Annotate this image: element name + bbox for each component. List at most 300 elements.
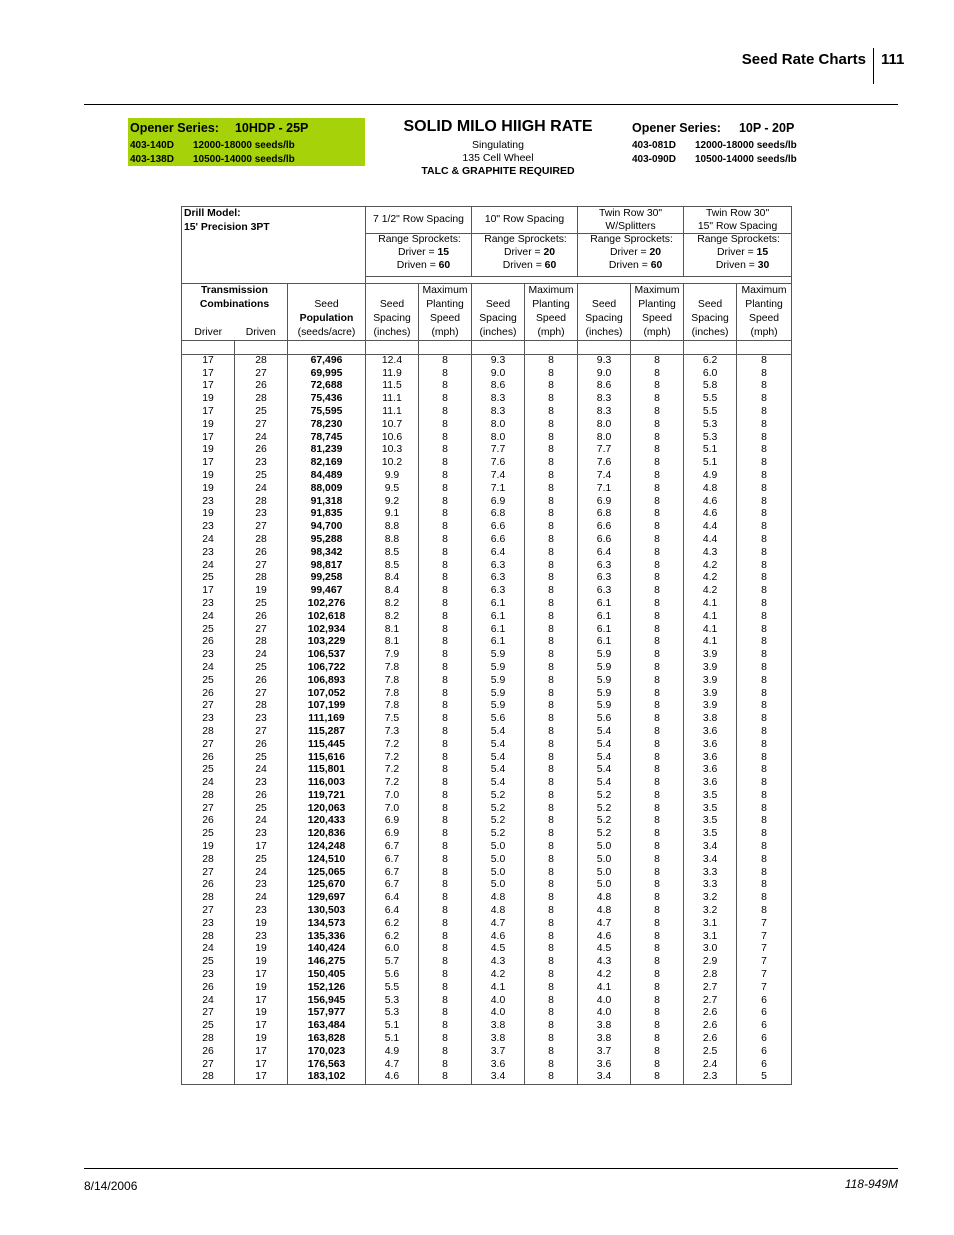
speed-10-cell: 8	[525, 892, 578, 905]
hdr-line: Planting	[532, 299, 570, 310]
speed-10-cell: 8	[525, 777, 578, 790]
spacing-twin-splitters-cell: 3.7	[578, 1046, 631, 1059]
seed-population-cell: 129,697	[288, 892, 366, 905]
speed-twin-splitters-cell: 8	[631, 892, 684, 905]
spacing-7-5-cell: 6.2	[366, 931, 419, 944]
driver-line	[686, 247, 791, 260]
speed-10-cell: 8	[525, 918, 578, 931]
speed-10-cell: 8	[525, 649, 578, 662]
driven-cell: 24	[235, 815, 288, 828]
speed-twin-15-cell: 8	[737, 393, 792, 406]
seed-population-cell: 120,836	[288, 828, 366, 841]
driver-cell: 24	[182, 995, 235, 1008]
seed-population-cell: 119,721	[288, 790, 366, 803]
seed-population-cell: 115,801	[288, 764, 366, 777]
spacing-10-cell: 3.6	[472, 1059, 525, 1072]
hdr-line: (inches)	[691, 327, 729, 338]
speed-twin-splitters-cell: 8	[631, 585, 684, 598]
spacing-twin-15-cell: 3.8	[684, 713, 737, 726]
speed-10-cell: 8	[525, 854, 578, 867]
table-row	[182, 752, 792, 765]
driven-cell: 25	[235, 854, 288, 867]
part-number: 403-081D	[632, 140, 676, 151]
spacing-10-cell: 6.8	[472, 508, 525, 521]
driver-cell: 28	[182, 790, 235, 803]
seed-spacing-header	[684, 284, 737, 341]
speed-7-5-cell: 8	[419, 1071, 472, 1084]
driver-cell: 23	[182, 649, 235, 662]
seed-population-cell: 99,467	[288, 585, 366, 598]
seed-rate-table	[181, 206, 792, 1085]
table-row	[182, 905, 792, 918]
driven-cell: 17	[235, 1071, 288, 1084]
hdr-line: Population	[299, 313, 354, 324]
speed-twin-splitters-cell: 8	[631, 1033, 684, 1046]
spacing-twin-splitters-cell: 5.4	[578, 764, 631, 777]
speed-10-cell: 8	[525, 995, 578, 1008]
footer-date: 8/14/2006	[84, 1179, 138, 1193]
driven-cell: 27	[235, 560, 288, 573]
spacing-twin-splitters-cell: 4.3	[578, 956, 631, 969]
speed-10-cell: 8	[525, 790, 578, 803]
speed-twin-15-cell: 8	[737, 700, 792, 713]
driven-cell: 27	[235, 368, 288, 381]
speed-10-cell: 8	[525, 662, 578, 675]
driver-cell: 28	[182, 726, 235, 739]
driven-cell: 27	[235, 521, 288, 534]
spacing-twin-splitters-cell: 5.4	[578, 777, 631, 790]
table-row	[182, 764, 792, 777]
spacing-10-cell: 9.3	[472, 354, 525, 367]
spacing-10-cell: 8.0	[472, 419, 525, 432]
spacing-7-5-cell: 8.8	[366, 534, 419, 547]
driven-cell: 28	[235, 393, 288, 406]
spacing-twin-15-cell: 2.6	[684, 1020, 737, 1033]
driven-cell: 25	[235, 752, 288, 765]
table-row	[182, 496, 792, 509]
spacing-twin-15-cell: 3.9	[684, 662, 737, 675]
driven-cell: 26	[235, 547, 288, 560]
speed-twin-splitters-cell: 8	[631, 688, 684, 701]
spacing-twin-splitters-cell: 3.6	[578, 1059, 631, 1072]
opener-left-title	[130, 121, 308, 135]
spacing-twin-splitters-cell: 5.2	[578, 815, 631, 828]
speed-7-5-cell: 8	[419, 790, 472, 803]
speed-twin-15-cell: 8	[737, 752, 792, 765]
table-row	[182, 598, 792, 611]
spacing-twin-splitters-cell: 5.2	[578, 790, 631, 803]
table-row	[182, 982, 792, 995]
speed-twin-splitters-cell: 8	[631, 790, 684, 803]
spacing-10-cell: 4.2	[472, 969, 525, 982]
driver-cell: 26	[182, 1046, 235, 1059]
driver-cell: 17	[182, 406, 235, 419]
driver-cell: 23	[182, 969, 235, 982]
transmission-header	[182, 284, 288, 341]
speed-10-cell: 8	[525, 572, 578, 585]
speed-7-5-cell: 8	[419, 521, 472, 534]
table-row	[182, 560, 792, 573]
speed-7-5-cell: 8	[419, 943, 472, 956]
driver-cell: 25	[182, 675, 235, 688]
part-number: 403-138D	[130, 154, 174, 165]
table-row	[182, 368, 792, 381]
spacing-twin-splitters-cell: 3.8	[578, 1033, 631, 1046]
seed-range: 10500-14000 seeds/lb	[193, 154, 295, 165]
spacing-7-5-cell: 5.3	[366, 1007, 419, 1020]
spacing-twin-splitters-cell: 3.4	[578, 1071, 631, 1084]
spacing-7-5-cell: 8.2	[366, 611, 419, 624]
speed-twin-15-cell: 8	[737, 879, 792, 892]
spacing-7-5-cell: 10.6	[366, 432, 419, 445]
spacing-7-5-cell: 7.2	[366, 777, 419, 790]
driven-cell: 28	[235, 354, 288, 367]
speed-7-5-cell: 8	[419, 854, 472, 867]
driven-cell: 25	[235, 406, 288, 419]
driver-cell: 19	[182, 508, 235, 521]
speed-twin-15-cell: 8	[737, 828, 792, 841]
driver-cell: 28	[182, 931, 235, 944]
driven-line	[686, 260, 791, 273]
driver-cell: 25	[182, 828, 235, 841]
driven-cell: 28	[235, 700, 288, 713]
speed-twin-15-cell: 8	[737, 675, 792, 688]
seed-population-cell: 91,318	[288, 496, 366, 509]
speed-7-5-cell: 8	[419, 828, 472, 841]
spacing-7-5-cell: 7.5	[366, 713, 419, 726]
speed-10-cell: 8	[525, 867, 578, 880]
spacing-10-cell: 6.3	[472, 560, 525, 573]
hdr-line: Seed	[697, 299, 723, 310]
seed-population-cell: 95,288	[288, 534, 366, 547]
spacing-7-5-cell: 11.1	[366, 406, 419, 419]
speed-10-cell: 8	[525, 688, 578, 701]
spacing-twin-splitters-cell: 7.4	[578, 470, 631, 483]
spacing-10-cell: 5.0	[472, 879, 525, 892]
speed-twin-15-cell: 6	[737, 1007, 792, 1020]
seed-population-cell: 88,009	[288, 483, 366, 496]
speed-twin-15-cell: 8	[737, 905, 792, 918]
opener-left-row	[130, 154, 295, 165]
spacing-twin-splitters-cell: 5.4	[578, 752, 631, 765]
spacing-10-cell: 4.0	[472, 1007, 525, 1020]
speed-7-5-cell: 8	[419, 1033, 472, 1046]
seed-range: 12000-18000 seeds/lb	[695, 140, 797, 151]
driver-cell: 24	[182, 777, 235, 790]
hdr-line: (inches)	[479, 327, 517, 338]
spacing-10-cell: 4.7	[472, 918, 525, 931]
speed-7-5-cell: 8	[419, 457, 472, 470]
speed-10-cell: 8	[525, 905, 578, 918]
speed-10-cell: 8	[525, 931, 578, 944]
trans-subheaders	[182, 326, 287, 340]
speed-10-cell: 8	[525, 521, 578, 534]
speed-7-5-cell: 8	[419, 354, 472, 367]
speed-10-cell: 8	[525, 956, 578, 969]
hdr-line: Speed	[642, 313, 673, 324]
spacing-10-cell: 5.2	[472, 803, 525, 816]
driver-cell: 27	[182, 739, 235, 752]
table-row	[182, 534, 792, 547]
driven-cell: 19	[235, 956, 288, 969]
table-row	[182, 611, 792, 624]
speed-twin-splitters-cell: 8	[631, 560, 684, 573]
speed-10-cell: 8	[525, 828, 578, 841]
opener-series-right	[632, 118, 872, 166]
driver-cell: 26	[182, 752, 235, 765]
driver-cell: 24	[182, 560, 235, 573]
speed-twin-splitters-cell: 8	[631, 444, 684, 457]
driven-cell: 23	[235, 457, 288, 470]
spacing-twin-15-cell: 3.9	[684, 649, 737, 662]
driven-line	[580, 260, 683, 273]
table-row	[182, 636, 792, 649]
seed-population-cell: 106,537	[288, 649, 366, 662]
table-row	[182, 1033, 792, 1046]
spacing-twin-splitters-cell: 5.9	[578, 688, 631, 701]
spacing-7-5-cell: 5.3	[366, 995, 419, 1008]
speed-7-5-cell: 8	[419, 867, 472, 880]
speed-7-5-cell: 8	[419, 393, 472, 406]
speed-twin-splitters-cell: 8	[631, 547, 684, 560]
speed-twin-15-cell: 6	[737, 1020, 792, 1033]
speed-twin-splitters-cell: 8	[631, 777, 684, 790]
footer-doc-code: 118-949M	[844, 1177, 898, 1191]
spacing-twin-splitters-cell: 4.5	[578, 943, 631, 956]
spacing-twin-15-cell: 2.7	[684, 995, 737, 1008]
range-sprockets-label: Range Sprockets:	[697, 234, 780, 245]
spacing-twin-splitters-cell: 4.2	[578, 969, 631, 982]
spacing-7-5-cell: 7.8	[366, 675, 419, 688]
driven-cell: 17	[235, 1059, 288, 1072]
talc-note: TALC & GRAPHITE REQUIRED	[421, 165, 575, 177]
speed-twin-splitters-cell: 8	[631, 508, 684, 521]
driver-cell: 25	[182, 624, 235, 637]
speed-twin-15-cell: 7	[737, 931, 792, 944]
speed-10-cell: 8	[525, 1033, 578, 1046]
seed-population-cell: 103,229	[288, 636, 366, 649]
seed-population-cell: 67,496	[288, 354, 366, 367]
driver-eq: Driver =	[503, 246, 544, 258]
seed-population-cell: 102,934	[288, 624, 366, 637]
speed-7-5-cell: 8	[419, 1007, 472, 1020]
spacing-twin-15-cell: 3.6	[684, 752, 737, 765]
spacing-twin-15-cell: 2.4	[684, 1059, 737, 1072]
spacing-twin-15-cell: 4.3	[684, 547, 737, 560]
speed-twin-splitters-cell: 8	[631, 969, 684, 982]
driver-cell: 19	[182, 841, 235, 854]
spacing-twin-15-cell: 3.5	[684, 790, 737, 803]
spacing-twin-15-cell: 4.1	[684, 636, 737, 649]
spacing-twin-splitters-cell: 4.6	[578, 931, 631, 944]
speed-10-cell: 8	[525, 752, 578, 765]
speed-twin-15-cell: 8	[737, 790, 792, 803]
driven-cell: 17	[235, 841, 288, 854]
spacing-7-5-cell: 10.2	[366, 457, 419, 470]
seed-population-cell: 106,893	[288, 675, 366, 688]
driver-cell: 24	[182, 534, 235, 547]
driver-cell: 19	[182, 444, 235, 457]
spacing-7-5-cell: 8.1	[366, 624, 419, 637]
seed-population-cell: 72,688	[288, 380, 366, 393]
speed-twin-splitters-cell: 8	[631, 815, 684, 828]
seed-population-cell: 94,700	[288, 521, 366, 534]
seed-population-cell: 163,484	[288, 1020, 366, 1033]
driven-cell: 25	[235, 803, 288, 816]
hdr-line: Maximum	[422, 285, 468, 296]
driven-cell: 24	[235, 483, 288, 496]
speed-10-cell: 8	[525, 675, 578, 688]
speed-7-5-cell: 8	[419, 636, 472, 649]
speed-twin-splitters-cell: 8	[631, 905, 684, 918]
driven-cell: 26	[235, 739, 288, 752]
spacing-twin-15-cell: 4.6	[684, 508, 737, 521]
spacing-7-5-cell: 8.2	[366, 598, 419, 611]
speed-twin-15-cell: 8	[737, 483, 792, 496]
seed-population-cell: 125,670	[288, 879, 366, 892]
spacing-twin-15-cell: 5.5	[684, 406, 737, 419]
spacing-7-5-cell: 6.4	[366, 892, 419, 905]
driven-cell: 25	[235, 470, 288, 483]
speed-twin-15-cell: 8	[737, 726, 792, 739]
speed-10-cell: 8	[525, 354, 578, 367]
speed-twin-splitters-cell: 8	[631, 598, 684, 611]
driven-cell: 19	[235, 585, 288, 598]
spacing-twin-splitters-cell: 8.0	[578, 432, 631, 445]
speed-7-5-cell: 8	[419, 956, 472, 969]
speed-10-cell: 8	[525, 943, 578, 956]
spacing-7-5-cell: 4.6	[366, 1071, 419, 1084]
trans-label2: Combinations	[199, 299, 270, 310]
driven-cell: 28	[235, 636, 288, 649]
spacing-group-title	[578, 207, 684, 234]
speed-10-cell: 8	[525, 534, 578, 547]
table-body	[182, 207, 792, 1085]
spacing-10-cell: 5.4	[472, 764, 525, 777]
speed-7-5-cell: 8	[419, 688, 472, 701]
speed-7-5-cell: 8	[419, 585, 472, 598]
driven-cell: 23	[235, 879, 288, 892]
spacing-twin-15-cell: 3.5	[684, 803, 737, 816]
spacing-twin-15-cell: 2.9	[684, 956, 737, 969]
driver-cell: 23	[182, 547, 235, 560]
spacing-7-5-cell: 5.5	[366, 982, 419, 995]
seed-range: 10500-14000 seeds/lb	[695, 154, 797, 165]
speed-7-5-cell: 8	[419, 726, 472, 739]
speed-twin-splitters-cell: 8	[631, 675, 684, 688]
driven-cell: 17	[235, 1046, 288, 1059]
range-sprockets-label: Range Sprockets:	[484, 234, 567, 245]
section-title: Seed Rate Charts	[741, 51, 866, 68]
table-row	[182, 828, 792, 841]
speed-twin-splitters-cell: 8	[631, 739, 684, 752]
speed-twin-splitters-cell: 8	[631, 828, 684, 841]
spacing-twin-splitters-cell: 9.3	[578, 354, 631, 367]
driver-cell: 17	[182, 585, 235, 598]
speed-7-5-cell: 8	[419, 892, 472, 905]
driver-cell: 25	[182, 956, 235, 969]
seed-population-cell: 140,424	[288, 943, 366, 956]
spacing-twin-15-cell: 3.5	[684, 828, 737, 841]
speed-10-cell: 8	[525, 764, 578, 777]
spacing-twin-splitters-cell: 3.8	[578, 1020, 631, 1033]
spacing-10-cell: 6.1	[472, 598, 525, 611]
spacing-twin-splitters-cell: 4.1	[578, 982, 631, 995]
seed-population-cell: 116,003	[288, 777, 366, 790]
speed-twin-splitters-cell: 8	[631, 1020, 684, 1033]
spacing-7-5-cell: 7.8	[366, 688, 419, 701]
spacing-twin-splitters-cell: 4.0	[578, 995, 631, 1008]
hdr-line: (inches)	[585, 327, 623, 338]
hdr-line: (mph)	[643, 327, 671, 338]
spacing-twin-splitters-cell: 6.4	[578, 547, 631, 560]
table-row	[182, 879, 792, 892]
driven-value: 30	[757, 259, 770, 271]
driver-cell: 27	[182, 905, 235, 918]
speed-twin-splitters-cell: 8	[631, 1071, 684, 1084]
speed-twin-15-cell: 8	[737, 508, 792, 521]
table-row	[182, 841, 792, 854]
spacing-10-cell: 5.2	[472, 815, 525, 828]
speed-7-5-cell: 8	[419, 675, 472, 688]
speed-10-cell: 8	[525, 368, 578, 381]
speed-7-5-cell: 8	[419, 713, 472, 726]
spacing-twin-15-cell: 4.1	[684, 611, 737, 624]
spacing-twin-splitters-cell: 7.6	[578, 457, 631, 470]
header-divider	[873, 48, 874, 84]
spacing-twin-splitters-cell: 8.3	[578, 393, 631, 406]
spacing-10-cell: 4.1	[472, 982, 525, 995]
speed-twin-15-cell: 8	[737, 572, 792, 585]
driven-cell: 26	[235, 611, 288, 624]
speed-twin-splitters-cell: 8	[631, 521, 684, 534]
spacing-twin-splitters-cell: 5.9	[578, 662, 631, 675]
spacing-7-5-cell: 6.2	[366, 918, 419, 931]
spacing-7-5-cell: 4.9	[366, 1046, 419, 1059]
spacing-10-cell: 4.8	[472, 905, 525, 918]
spacing-10-cell: 6.1	[472, 611, 525, 624]
spacing-twin-splitters-cell: 6.9	[578, 496, 631, 509]
speed-twin-splitters-cell: 8	[631, 1007, 684, 1020]
range-sprockets-label: Range Sprockets:	[590, 234, 673, 245]
spacing-10-cell: 8.3	[472, 406, 525, 419]
speed-7-5-cell: 8	[419, 508, 472, 521]
spacing-7-5-cell: 7.9	[366, 649, 419, 662]
range-sprockets-cell	[366, 234, 472, 277]
speed-twin-splitters-cell: 8	[631, 393, 684, 406]
speed-10-cell: 8	[525, 444, 578, 457]
seed-population-cell: 120,433	[288, 815, 366, 828]
speed-10-cell: 8	[525, 406, 578, 419]
driver-cell: 27	[182, 803, 235, 816]
driven-cell: 19	[235, 1007, 288, 1020]
speed-7-5-cell: 8	[419, 969, 472, 982]
spacing-7-5-cell: 9.2	[366, 496, 419, 509]
spacing-twin-splitters-cell: 8.6	[578, 380, 631, 393]
speed-7-5-cell: 8	[419, 1020, 472, 1033]
spacing-twin-splitters-cell: 5.2	[578, 803, 631, 816]
opener-series-left	[128, 118, 365, 166]
speed-10-cell: 8	[525, 457, 578, 470]
speed-twin-splitters-cell: 8	[631, 368, 684, 381]
hdr-line: Seed	[591, 299, 617, 310]
seed-population-cell: 120,063	[288, 803, 366, 816]
speed-twin-splitters-cell: 8	[631, 534, 684, 547]
spacing-twin-splitters-cell: 5.0	[578, 841, 631, 854]
seed-population-cell: 111,169	[288, 713, 366, 726]
table-row	[182, 393, 792, 406]
table-row	[182, 1020, 792, 1033]
